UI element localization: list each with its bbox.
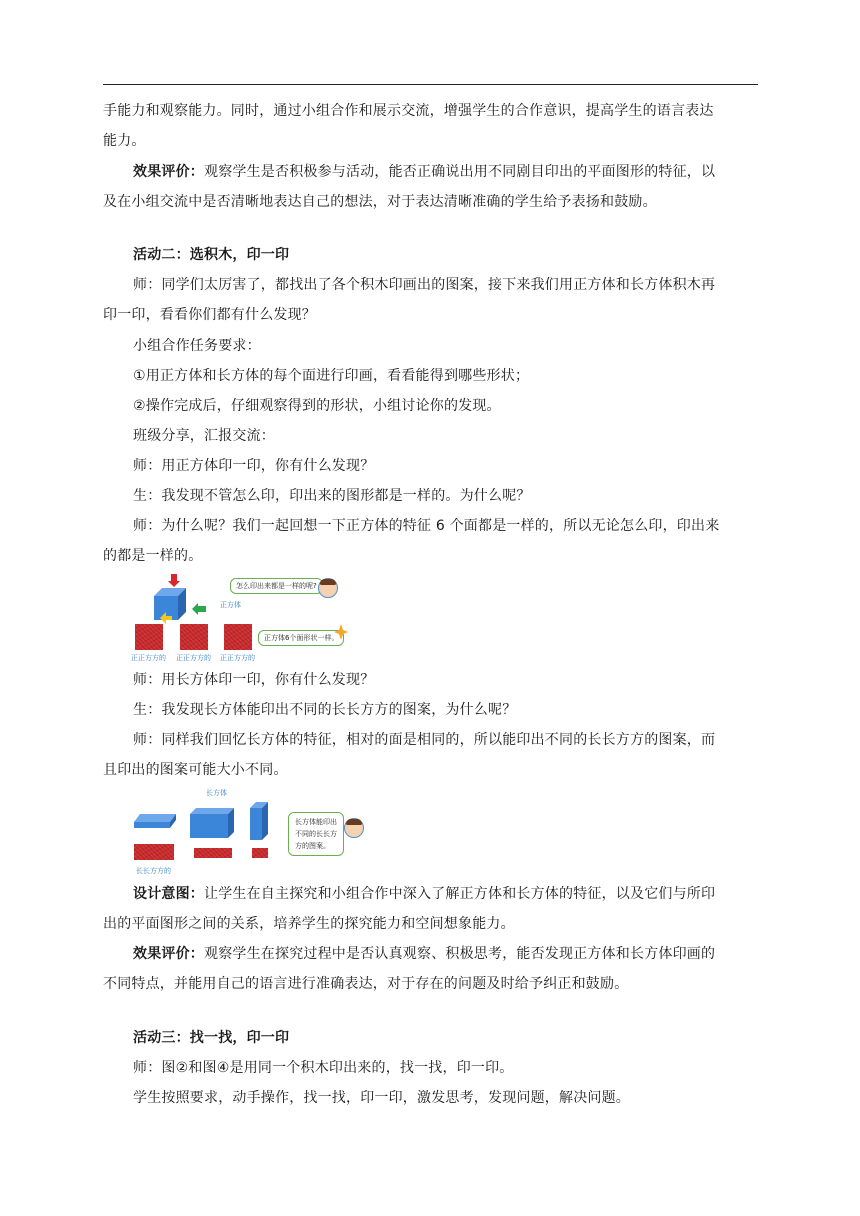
cuboid-title: 长方体: [206, 789, 227, 797]
header-rule: [103, 84, 758, 85]
student-avatar: [344, 818, 364, 838]
student-avatar: [318, 578, 338, 598]
activity-2-heading: 活动二：选积木，印一印: [133, 247, 290, 263]
student-activity-line: 学生按照要求，动手操作，找一找，印一印，激发思考，发现问题，解决问题。: [133, 1090, 630, 1106]
bubble-line: 不同的长长方: [295, 830, 337, 838]
teacher-question-1: 师：用正方体印一印，你有什么发现？: [133, 458, 375, 474]
sparkle-icon: [334, 624, 348, 640]
design-intent-line: 出的平面图形之间的关系，培养学生的探究能力和空间想象能力。: [103, 916, 515, 932]
evaluation-1-line: 及在小组交流中是否清晰地表达自己的想法，对于表达清晰准确的学生给予表扬和鼓励。: [103, 194, 657, 210]
print-caption: 正正方方的: [131, 654, 166, 662]
cuboid-stamp-figure: [130, 786, 370, 880]
activity-3-heading: 活动三：找一找，印一印: [133, 1030, 290, 1046]
print-caption: 长长方方的: [136, 867, 171, 875]
design-intent-label: 设计意图：: [133, 886, 204, 902]
teacher-line: 印一印，看看你们都有什么发现？: [103, 307, 316, 323]
paragraph-line: 手能力和观察能力。同时，通过小组合作和展示交流，增强学生的合作意识，提高学生的语言表达: [103, 103, 714, 119]
student-answer-2: 生：我发现长方体能印出不同的长长方方的图案，为什么呢？: [133, 702, 517, 718]
task-title: 小组合作任务要求：: [133, 338, 261, 354]
teacher-explain-1: 师：为什么呢？我们一起回想一下正方体的特征 6 个面都是一样的，所以无论怎么印，印出来: [133, 518, 720, 534]
answer-bubble: 正方体6个面形状一样。: [258, 630, 344, 646]
square-print: [135, 624, 163, 650]
teacher-question-2: 师：用长方体印一印，你有什么发现？: [133, 672, 375, 688]
print-caption: 正正方方的: [220, 654, 255, 662]
evaluation-2-line: 不同特点，并能用自己的语言进行准确表达，对于存在的问题及时给予纠正和鼓励。: [103, 976, 629, 992]
share-line: 班级分享，汇报交流：: [133, 428, 275, 444]
teacher-line: 师：同学们太厉害了，都找出了各个积木印画出的图案，接下来我们用正方体和长方体积木再: [133, 277, 716, 293]
cube-label: 正方体: [220, 601, 241, 609]
teacher-explain-2: 且印出的图案可能大小不同。: [103, 762, 288, 778]
teacher-explain-2: 师：同样我们回忆长方体的特征，相对的面是相同的，所以能印出不同的长长方方的图案，而: [133, 732, 716, 748]
evaluation-2-line: [133, 939, 788, 969]
bubble-line: 长方体能印出: [295, 818, 337, 826]
paragraph-line: 能力。: [103, 133, 146, 149]
student-answer-1: 生：我发现不管怎么印，印出来的图形都是一样的。为什么呢？: [133, 488, 531, 504]
rectangle-print: [252, 848, 268, 858]
rectangle-print: [134, 844, 174, 860]
print-caption: 正正方方的: [176, 654, 211, 662]
teacher-explain-1: 的都是一样的。: [103, 548, 203, 564]
task-item-1: ①用正方体和长方体的每个面进行印画，看看能得到哪些形状；: [133, 368, 530, 384]
bubble-line: 方的图案。: [295, 842, 330, 850]
evaluation-1-line: [133, 157, 788, 187]
cube-stamp-figure: [130, 572, 360, 664]
rectangle-print: [194, 848, 232, 858]
square-print: [224, 624, 252, 650]
cuboid-bubble: [288, 812, 344, 856]
cube-illustration: [130, 572, 210, 624]
evaluation-text: 观察学生在探究过程中是否认真观察、积极思考，能否发现正方体和长方体印画的: [204, 946, 716, 962]
evaluation-text: 观察学生是否积极参与活动，能否正确说出用不同剧目印出的平面图形的特征，以: [204, 164, 716, 180]
square-print: [180, 624, 208, 650]
teacher-line: 师：图②和图④是用同一个积木印出来的，找一找，印一印。: [133, 1060, 514, 1076]
task-item-2: ②操作完成后，仔细观察得到的形状，小组讨论你的发现。: [133, 398, 501, 414]
design-intent-line: [133, 879, 788, 909]
question-bubble: 怎么印出来都是一样的呢?: [230, 578, 323, 594]
evaluation-label: 效果评价：: [133, 164, 204, 180]
evaluation-label: 效果评价：: [133, 946, 204, 962]
design-intent-text: 让学生在自主探究和小组合作中深入了解正方体和长方体的特征，以及它们与所印: [204, 886, 716, 902]
